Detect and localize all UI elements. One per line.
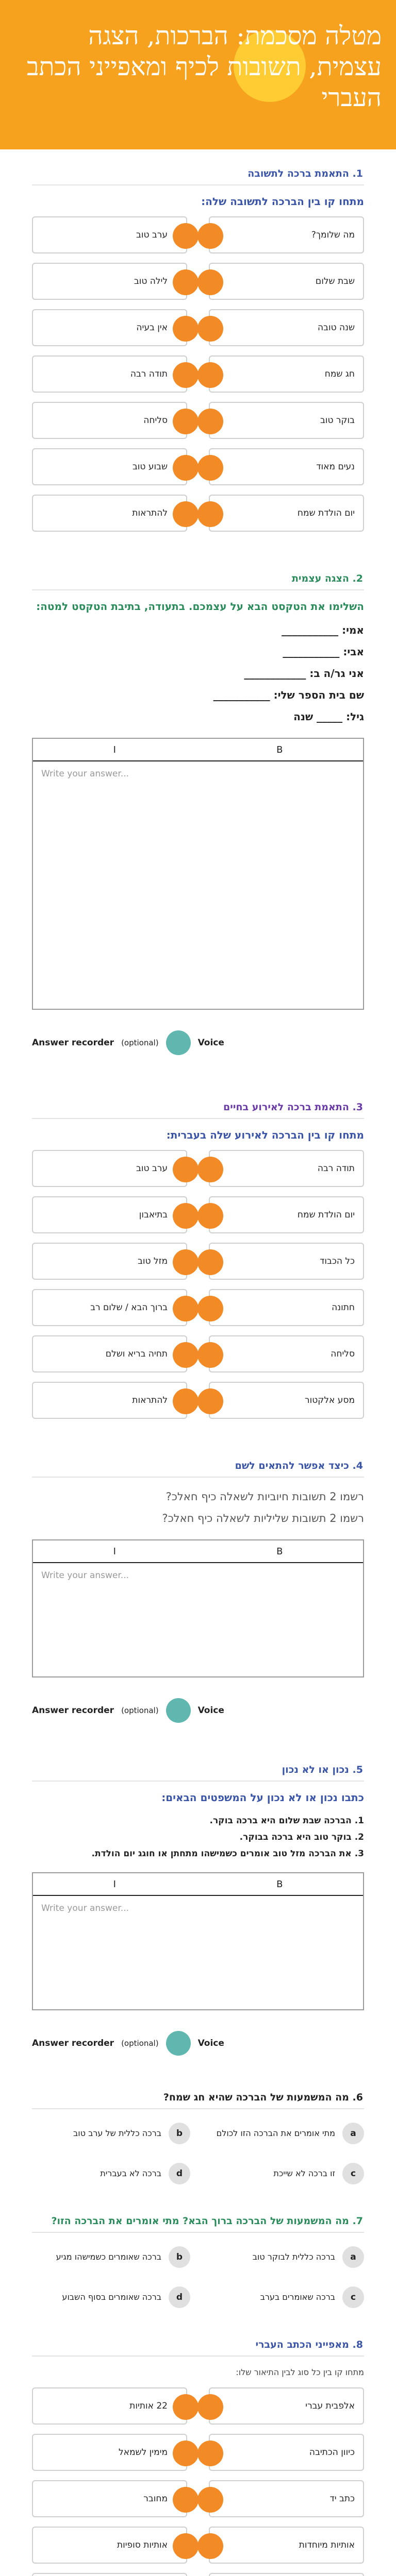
match-item[interactable]: שנה טובה [209, 309, 364, 346]
match-dot[interactable] [173, 1342, 199, 1368]
editor-toolbar [33, 1873, 363, 1896]
section-title: 8. מאפייני הכתב העברי [32, 2334, 364, 2357]
voice-record-button[interactable] [166, 1698, 191, 1723]
match-dot[interactable] [197, 1203, 223, 1229]
match-dot[interactable] [197, 2487, 223, 2513]
section-question-7 [32, 2210, 364, 2313]
instruction: מתחו קו בין הברכה לאירוע שלה בעברית: [166, 1129, 364, 1141]
bold-button[interactable]: B [276, 744, 283, 755]
italic-button[interactable]: I [113, 1546, 116, 1557]
answer-recorder: Answer recorder (optional) Voice [32, 2031, 364, 2056]
match-dot[interactable] [197, 1296, 223, 1321]
section-greeting-match [32, 163, 364, 532]
match-dot[interactable] [173, 1157, 199, 1182]
match-item[interactable]: מזל טוב [32, 1243, 187, 1280]
match-dot[interactable] [173, 316, 199, 342]
match-dot[interactable] [197, 362, 223, 388]
section-title: 6. מה המשמעות של הברכה שהיא חג שמח? [32, 2087, 364, 2109]
hero-banner [0, 0, 396, 149]
section-title: 7. מה המשמעות של הברכה ברוך הבא? מתי אומרים את הברכה הזו? [32, 2210, 364, 2233]
instruction: מתחו קו בין הברכה לתשובה שלה: [201, 195, 364, 208]
match-item[interactable]: שבת שלום [209, 263, 364, 300]
answer-editor[interactable] [32, 1872, 364, 2010]
match-dot[interactable] [197, 2533, 223, 2559]
section-hebrew-script [32, 2334, 364, 2576]
choices [32, 2117, 364, 2190]
match-item[interactable]: ברוך הבא / שלום רב [32, 1289, 187, 1326]
match-dot[interactable] [197, 2441, 223, 2466]
choice-option[interactable]: b ברכה כללית של ערב טוב [32, 2117, 190, 2149]
match-item[interactable]: תודה רבה [209, 1150, 364, 1187]
section-self-intro [32, 568, 364, 1055]
match-dot[interactable] [197, 223, 223, 249]
match-item[interactable]: יום הולדת שמח [209, 1196, 364, 1233]
match-dot[interactable] [197, 501, 223, 527]
match-item[interactable]: תודה רבה [32, 355, 187, 393]
match-dot[interactable] [173, 1388, 199, 1414]
match-dot[interactable] [173, 455, 199, 481]
match-item[interactable]: אין בעיה [32, 309, 187, 346]
match-dot[interactable] [173, 409, 199, 434]
choices [32, 2241, 364, 2313]
voice-record-button[interactable] [166, 2031, 191, 2056]
match-dot[interactable] [197, 316, 223, 342]
match-item[interactable]: חג שמח [209, 355, 364, 393]
bold-button[interactable]: B [276, 1546, 283, 1557]
instruction: השלימו את הטקסט הבא על עצמכם. בתעודה, בתיבת הטקסט למטה: [36, 600, 364, 613]
choice-option[interactable]: d ברכה שאומרים בסוף השבוע [32, 2281, 190, 2313]
match-item[interactable]: מה שלומך? [209, 216, 364, 253]
match-item[interactable]: בוקר טוב [209, 402, 364, 439]
answer-editor[interactable] [32, 1539, 364, 1677]
match-dot[interactable] [173, 223, 199, 249]
section-title: 2. הצגה עצמית [32, 568, 364, 590]
match-dot[interactable] [197, 1342, 223, 1368]
instruction: מתחו קו בין כל סוג לבין התיאור שלו: [236, 2367, 364, 2377]
fill-lines: אמי: ___________ אבי: ___________ אני גר/ה ב: ____________ שם בית הספר שלי: ___________ גיל: _____ שנה [213, 624, 364, 723]
italic-button[interactable]: I [113, 1878, 116, 1890]
match-grid [32, 2387, 364, 2576]
section-question-6 [32, 2087, 364, 2190]
match-item[interactable] [209, 2573, 364, 2576]
match-item[interactable]: מחובר [32, 2480, 187, 2517]
choice-option[interactable]: c זו ברכה לא שייכת [206, 2158, 364, 2190]
match-item[interactable] [32, 2573, 187, 2576]
match-dot[interactable] [197, 455, 223, 481]
match-item[interactable]: לילה טוב [32, 263, 187, 300]
answer-editor[interactable] [32, 738, 364, 1010]
match-item[interactable]: סליחה [209, 1335, 364, 1372]
match-dot[interactable] [173, 2533, 199, 2559]
match-item[interactable]: אותיות מיוחדות [209, 2527, 364, 2564]
match-item[interactable]: סליחה [32, 402, 187, 439]
match-dot[interactable] [197, 269, 223, 295]
section-title: 5. נכון או לא נכון [32, 1759, 364, 1782]
match-dot[interactable] [197, 2394, 223, 2420]
match-dot[interactable] [197, 409, 223, 434]
section-true-false: 5. נכון או לא נכון כתבו נכון או לא נכון על המשפטים הבאים: 1. הברכה שבת שלום היא ברכה בוקר. 2. בוקר טוב היא ברכה בבוקר. 3. את הברכה מזל טוב אומרים כשמישהו מתחתן או חוגג יום הולדת. B I Write your answer... Answer recorder (optional) Voice [32, 1759, 364, 2056]
answer-textarea[interactable]: Write your answer... [41, 1570, 129, 1581]
section-title: 4. כיצד אפשר להתאים לשם [32, 1455, 364, 1478]
match-item[interactable]: תחיה בריא ושלם [32, 1335, 187, 1372]
match-item[interactable]: ערב טוב [32, 1150, 187, 1187]
match-item[interactable]: להתראות [32, 495, 187, 532]
section-title: 1. התאמת ברכה לתשובה [32, 163, 364, 185]
section-how-are-you: 4. כיצד אפשר להתאים לשם רשמו 2 תשובות חיוביות לשאלה כיף חאלכ? רשמו 2 תשובות שליליות לשאלה כיף חאלכ? B I Write your answer... Answer recorder (optional) Voice [32, 1455, 364, 1723]
answer-textarea[interactable]: Write your answer... [41, 769, 129, 779]
match-item[interactable]: חתונה [209, 1289, 364, 1326]
match-dot[interactable] [197, 1388, 223, 1414]
match-item[interactable]: כיוון הכתיבה [209, 2434, 364, 2471]
match-item[interactable]: 22 אותיות [32, 2387, 187, 2425]
match-item[interactable]: שבוע טוב [32, 448, 187, 485]
match-dot[interactable] [173, 1296, 199, 1321]
match-dot[interactable] [173, 269, 199, 295]
match-dot[interactable] [173, 362, 199, 388]
instruction: כתבו נכון או לא נכון על המשפטים הבאים: [161, 1791, 364, 1804]
answer-recorder: Answer recorder (optional) Voice [32, 1698, 364, 1723]
choice-option[interactable]: a מתי אומרים את הברכה הזו לכולם [206, 2117, 364, 2149]
match-item[interactable]: נעים מאוד [209, 448, 364, 485]
match-item[interactable]: אלפבית עברי [209, 2387, 364, 2425]
answer-recorder: Answer recorder (optional) Voice [32, 1030, 364, 1055]
match-item[interactable]: מסע אלקטור [209, 1382, 364, 1419]
match-grid [32, 216, 364, 532]
italic-button[interactable]: I [113, 744, 116, 755]
bold-button[interactable]: B [276, 1878, 283, 1890]
match-item[interactable]: מימין לשמאל [32, 2434, 187, 2471]
section-event-match [32, 1096, 364, 1419]
match-dot[interactable] [173, 1203, 199, 1229]
page-title: מטלה מסכמת: הברכות, הצגה עצמית, תשובות לכיף ומאפייני הכתב העברי [26, 21, 382, 112]
choice-option[interactable]: b ברכה שאומרים כשמישהו מגיע [32, 2241, 190, 2273]
choice-option[interactable]: a ברכה כללית לבוקר טוב [206, 2241, 364, 2273]
match-item[interactable]: כל הכבוד [209, 1243, 364, 1280]
match-item[interactable]: בתיאבון [32, 1196, 187, 1233]
match-item[interactable]: כתב יד [209, 2480, 364, 2517]
answer-textarea[interactable]: Write your answer... [41, 1903, 129, 1913]
match-dot[interactable] [173, 501, 199, 527]
editor-toolbar [33, 1540, 363, 1563]
match-dot[interactable] [197, 1157, 223, 1182]
match-dot[interactable] [173, 2394, 199, 2420]
match-column-right [209, 216, 364, 532]
match-dot[interactable] [173, 1249, 199, 1275]
match-item[interactable]: להתראות [32, 1382, 187, 1419]
match-dot[interactable] [197, 1249, 223, 1275]
editor-toolbar [33, 739, 363, 761]
match-item[interactable]: ערב טוב [32, 216, 187, 253]
match-item[interactable]: אותיות סופיות [32, 2527, 187, 2564]
section-title: 3. התאמת ברכה לאירוע בחיים [32, 1096, 364, 1119]
match-dot[interactable] [173, 2487, 199, 2513]
match-item[interactable]: יום הולדת שמח [209, 495, 364, 532]
match-column-left [32, 216, 187, 532]
voice-record-button[interactable] [166, 1030, 191, 1055]
match-dot[interactable] [173, 2441, 199, 2466]
match-grid [32, 1150, 364, 1419]
choice-option[interactable]: d ברכה לא בעברית [32, 2158, 190, 2190]
choice-option[interactable]: c ברכה שאומרים בערב [206, 2281, 364, 2313]
